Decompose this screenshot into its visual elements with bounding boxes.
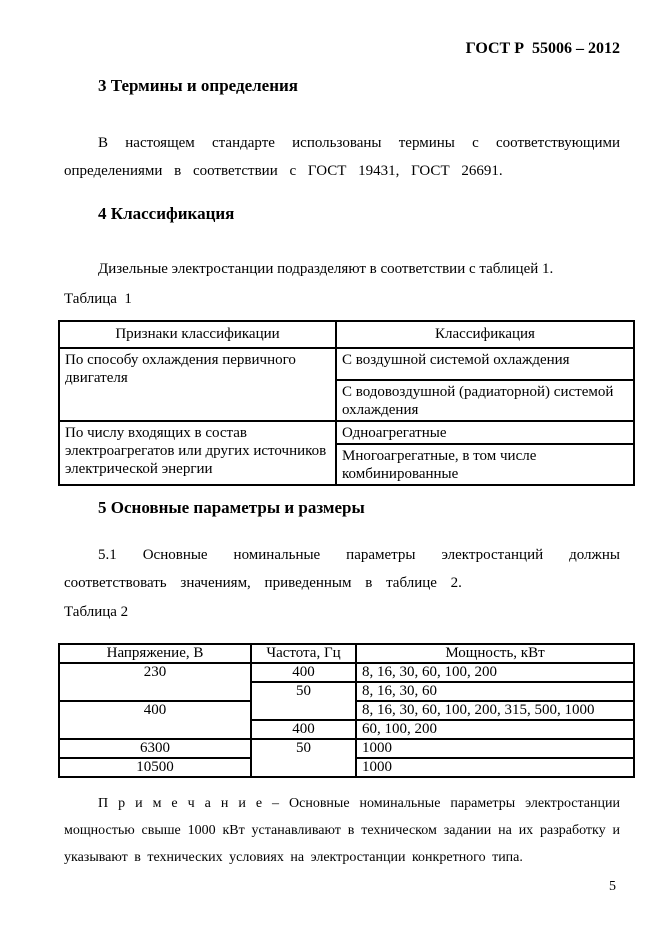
section-4-paragraph: Дизельные электростанции подразделяют в соответствии с таблицей 1.	[98, 261, 554, 277]
table-row	[59, 421, 634, 444]
voltage-cell: 400	[59, 701, 251, 739]
table-1-header-row	[59, 321, 634, 348]
table-2-header-power: Мощность, кВт	[356, 644, 634, 663]
table-1-header-feature: Признаки классификации	[59, 321, 336, 348]
frequency-cell: 400	[251, 663, 356, 682]
feature-cell: По способу охлаждения первичного двигателя	[59, 348, 336, 421]
page-number: 5	[609, 879, 616, 894]
frequency-cell: 50	[251, 739, 356, 777]
class-cell: С воздушной системой охлаждения	[336, 348, 634, 380]
power-cell: 1000	[356, 758, 634, 777]
table-2-header-voltage: Напряжение, В	[59, 644, 251, 663]
section-3-heading: 3 Термины и определения	[98, 76, 299, 95]
note-paragraph: П р и м е ч а н и е – Основные номинальные параметры электростанции мощностью свыше 1000 кВт устанавливают в техническом задании на их разработку и указывают в технических условиях на электростанции конкретного типа.	[64, 796, 620, 865]
power-cell: 8, 16, 30, 60, 100, 200	[356, 663, 634, 682]
classification-table	[58, 320, 635, 486]
table-row	[59, 348, 634, 380]
doc-code-header: ГОСТ Р 55006 – 2012	[465, 40, 620, 57]
table-row	[59, 739, 634, 758]
table-2-header-frequency: Частота, Гц	[251, 644, 356, 663]
section-3-paragraph: В настоящем стандарте использованы термины с соответствующими определениями в соответствии с ГОСТ 19431, ГОСТ 26691.	[64, 135, 620, 179]
table-row	[59, 663, 634, 682]
feature-cell: По числу входящих в состав электроагрегатов или других источников электрической энергии	[59, 421, 336, 485]
class-cell: С водовоздушной (радиаторной) системой охлаждения	[336, 380, 634, 421]
table-1-header-classification: Классификация	[336, 321, 634, 348]
table-2-header-row	[59, 644, 634, 663]
voltage-cell: 230	[59, 663, 251, 701]
section-5-heading: 5 Основные параметры и размеры	[98, 498, 365, 517]
power-cell: 60, 100, 200	[356, 720, 634, 739]
voltage-cell: 6300	[59, 739, 251, 758]
parameters-table	[58, 643, 635, 778]
power-cell: 8, 16, 30, 60, 100, 200, 315, 500, 1000	[356, 701, 634, 720]
table-1-label: Таблица 1	[64, 291, 132, 307]
table-2-label: Таблица 2	[64, 604, 129, 620]
clause-5-1-paragraph: 5.1 Основные номинальные параметры электростанций должны соответствовать значениям, приведенным в таблице 2.	[64, 547, 620, 591]
power-cell: 1000	[356, 739, 634, 758]
frequency-cell: 50	[251, 682, 356, 720]
voltage-cell: 10500	[59, 758, 251, 777]
class-cell: Многоагрегатные, в том числе комбинированные	[336, 444, 634, 485]
section-4-heading: 4 Классификация	[98, 204, 235, 223]
frequency-cell: 400	[251, 720, 356, 739]
class-cell: Одноагрегатные	[336, 421, 634, 444]
power-cell: 8, 16, 30, 60	[356, 682, 634, 701]
